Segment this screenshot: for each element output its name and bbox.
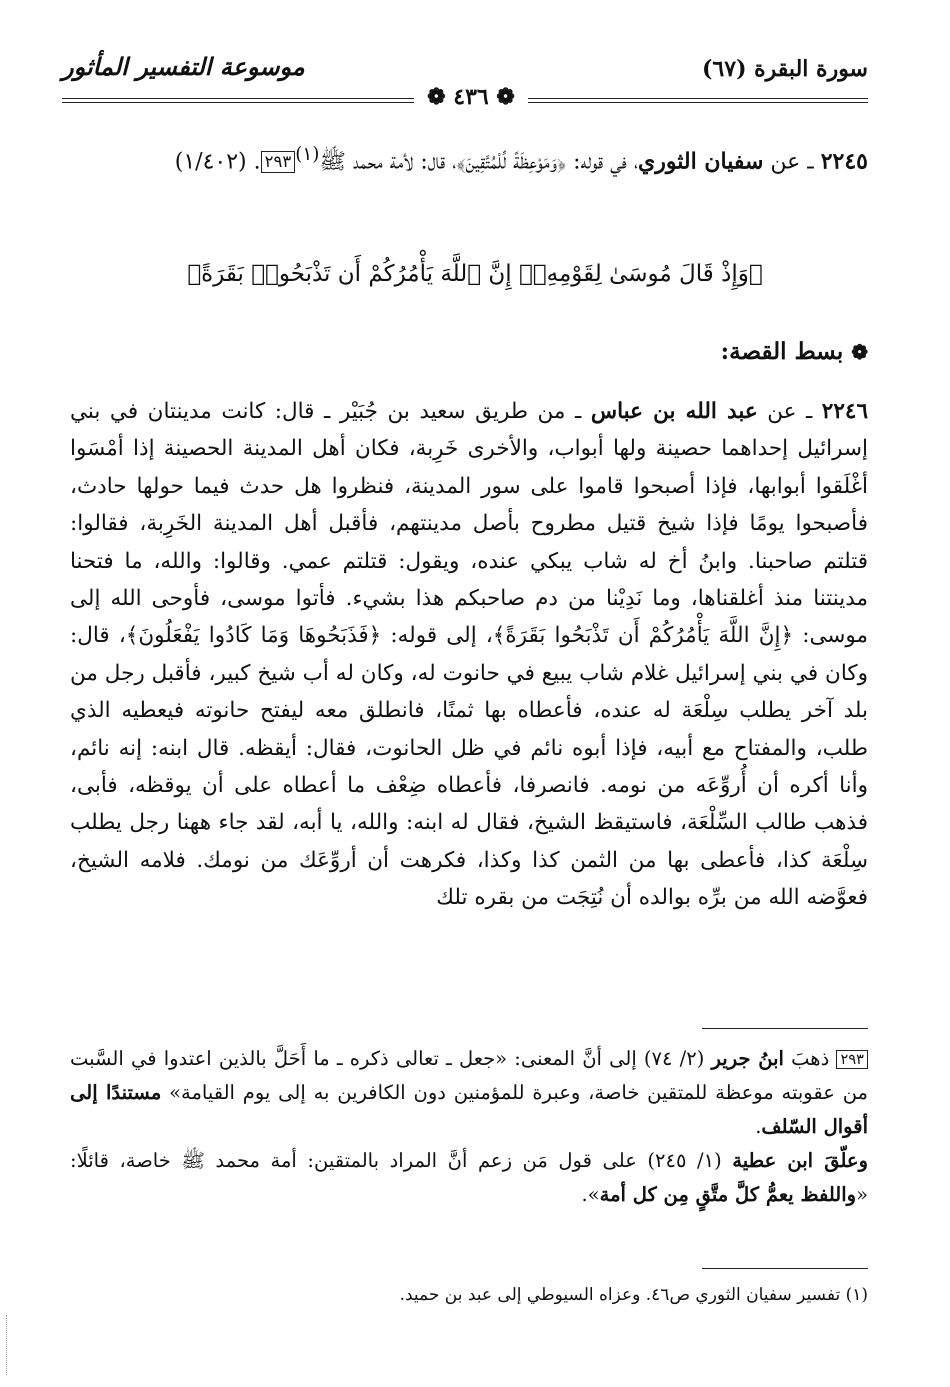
quran-quote: ﴿إِنَّ اللَّهَ يَأْمُرُكُمْ أَن تَذْبَحُوا بَقَرَةً﴾: [492, 623, 794, 649]
narrator-name: عبد الله بن عباس: [590, 399, 758, 424]
header-rule-right: [528, 98, 868, 103]
book-title-header: موسوعة التفسير المأثور: [62, 52, 305, 81]
note-text: ذهبَ: [783, 1047, 837, 1070]
entry-text: ـ عن: [757, 399, 822, 424]
entry-number: ٢٢٤٦: [821, 399, 868, 424]
footnote-divider: [702, 1268, 868, 1269]
entry-text: ، إلى قوله:: [381, 623, 493, 649]
notes-divider: [702, 1028, 868, 1029]
narrator-name: سفيان الثوري: [638, 148, 764, 175]
commentary-notes: [70, 1042, 868, 1212]
note-text: (١/ ٢٤٥) على قول مَن زعم أنَّ المراد بالمتقين: أمة محمد ﷺ خاصة، قائلًا: «: [70, 1149, 868, 1206]
note-lead: وعلّقَ: [813, 1149, 868, 1172]
entry-text: ، قال: وكان في بني إسرائيل غلام شاب يبيع في حانوت له، وكان له أب شيخ كبير، فأقبل رجل من بلد آخر يطلب سِلْعَة له عنده، فأعطاه بها ثمنًا، فانطلق معه ليفتح حانوته فيعطيه الذي طلب، والمفتاح مع أبيه، فإذا أبوه نائم في ظل الحانوت، فقال: أيقظه. قال ابنه: إنه نائم، وأنا أكره أن أُروِّعَه من نومه. فانصرفا، فأعطاه ضِعْف ما أعطاه على أن يوقظه، فأبى، فذهب طالب السِّلْعَة، فاستيقظ الشيخ، فقال له ابنه: والله، يا أبه، لقد جاء ههنا رجل يطلب سِلْعَة كذا، فأعطى بها من الثمن كذا وكذا، فكرهت أن أروِّعَك من نومك. فلامه الشيخ، فعوَّضه الله من برِّه بوالده أن نُتِجَت من بقره تلك: [70, 623, 868, 911]
note-emphasis: واللفظ يعمُّ كلَّ متَّقٍ مِن كل أمة: [599, 1183, 857, 1206]
entry-text: ـ عن: [763, 149, 821, 175]
entry-2246: [70, 393, 868, 917]
page-number-value: ٤٣٦: [453, 84, 489, 110]
note-ref-box[interactable]: ٢٩٣: [261, 151, 296, 173]
entry-text: ، في قوله:: [566, 149, 639, 175]
header-rule-left: [62, 98, 414, 103]
source-reference: . (١/٤٠٢): [174, 149, 261, 175]
note-text: (٢/ ٧٤) إلى أنَّ المعنى: «جعل ـ تعالى ذكره ـ ما أَحَلَّ بالذين اعتدوا في السَّبت من عقوبته موعظة للمتقين خاصة، وعبرة للمؤمنين دون الكافرين به إلى يوم القيامة»: [70, 1047, 868, 1104]
quran-quote: ﴿فَذَبَحُوهَا وَمَا كَادُوا يَفْعَلُونَ﴾: [125, 623, 382, 649]
flower-ornament-icon: ❁: [851, 340, 868, 364]
footnote-1: (١) تفسير سفيان الثوري ص٤٦. وعزاه السيوطي إلى عبد بن حميد.: [399, 1285, 868, 1305]
section-heading: [721, 338, 868, 365]
entry-2245: [70, 135, 868, 182]
section-title: بسط القصة:: [720, 338, 844, 365]
note-293: [70, 1042, 868, 1144]
margin-mark: [6, 1315, 9, 1375]
page-number: ❁ ٤٣٦ ❁: [427, 84, 515, 110]
note-emphasis: مستندًا إلى أقوال السّلف: [70, 1081, 868, 1138]
entry-number: ٢٢٤٥: [820, 148, 868, 175]
entry-text: ، قال: لأمة محمد ﷺ: [319, 149, 457, 175]
note-text: ».: [581, 1183, 600, 1206]
surah-header: سورة البقرة (٦٧): [702, 56, 868, 82]
entry-text: ـ من طريق سعيد بن جُبَيْر ـ قال: كانت مدينتان في بني إسرائيل إحداهما حصينة ولها أبواب، والأخرى خَرِبة، فكان أهل المدينة الحصينة إذا أمْسَوا أغْلَقوا أبوابها، فإذا أصبحوا قاموا على سور المدينة، فنظروا هل حدث فيما حولها حادث، فأصبحوا يومًا فإذا شيخ قتيل مطروح بأصل مدينتهم، فأقبل أهل المدينة الخَرِبة، فقالوا: قتلتم صاحبنا. وابنُ أخ له شاب يبكي عنده، ويقول: قتلتم عمي. وقالوا: والله، ما فتحنا مدينتنا منذ أغلقناها، وما نَدِيْنا من دم صاحبكم هذا بشيء. فأتوا موسى، فأوحى الله إلى موسى:: [70, 399, 869, 649]
footnote-ref[interactable]: (١): [295, 144, 320, 165]
author-name: ابنُ جرير: [711, 1047, 784, 1070]
quran-verse: ﴿وَإِذْ قَالَ مُوسَىٰ لِقَوْمِهِۦٓ إِنَّ ٱللَّهَ يَأْمُرُكُمْ أَن تَذْبَحُوا۟ بَقَرَةً﴾: [187, 261, 763, 287]
quran-quote: ﴿وَمَوْعِظَةً لِّلْمُتَّقِينَ﴾: [456, 149, 567, 175]
author-name: ابن عطية: [732, 1149, 814, 1172]
note-text: .: [755, 1115, 762, 1138]
note-ibn-atiyya: [70, 1144, 868, 1212]
note-number-box: ٢٩٣: [836, 1050, 868, 1070]
